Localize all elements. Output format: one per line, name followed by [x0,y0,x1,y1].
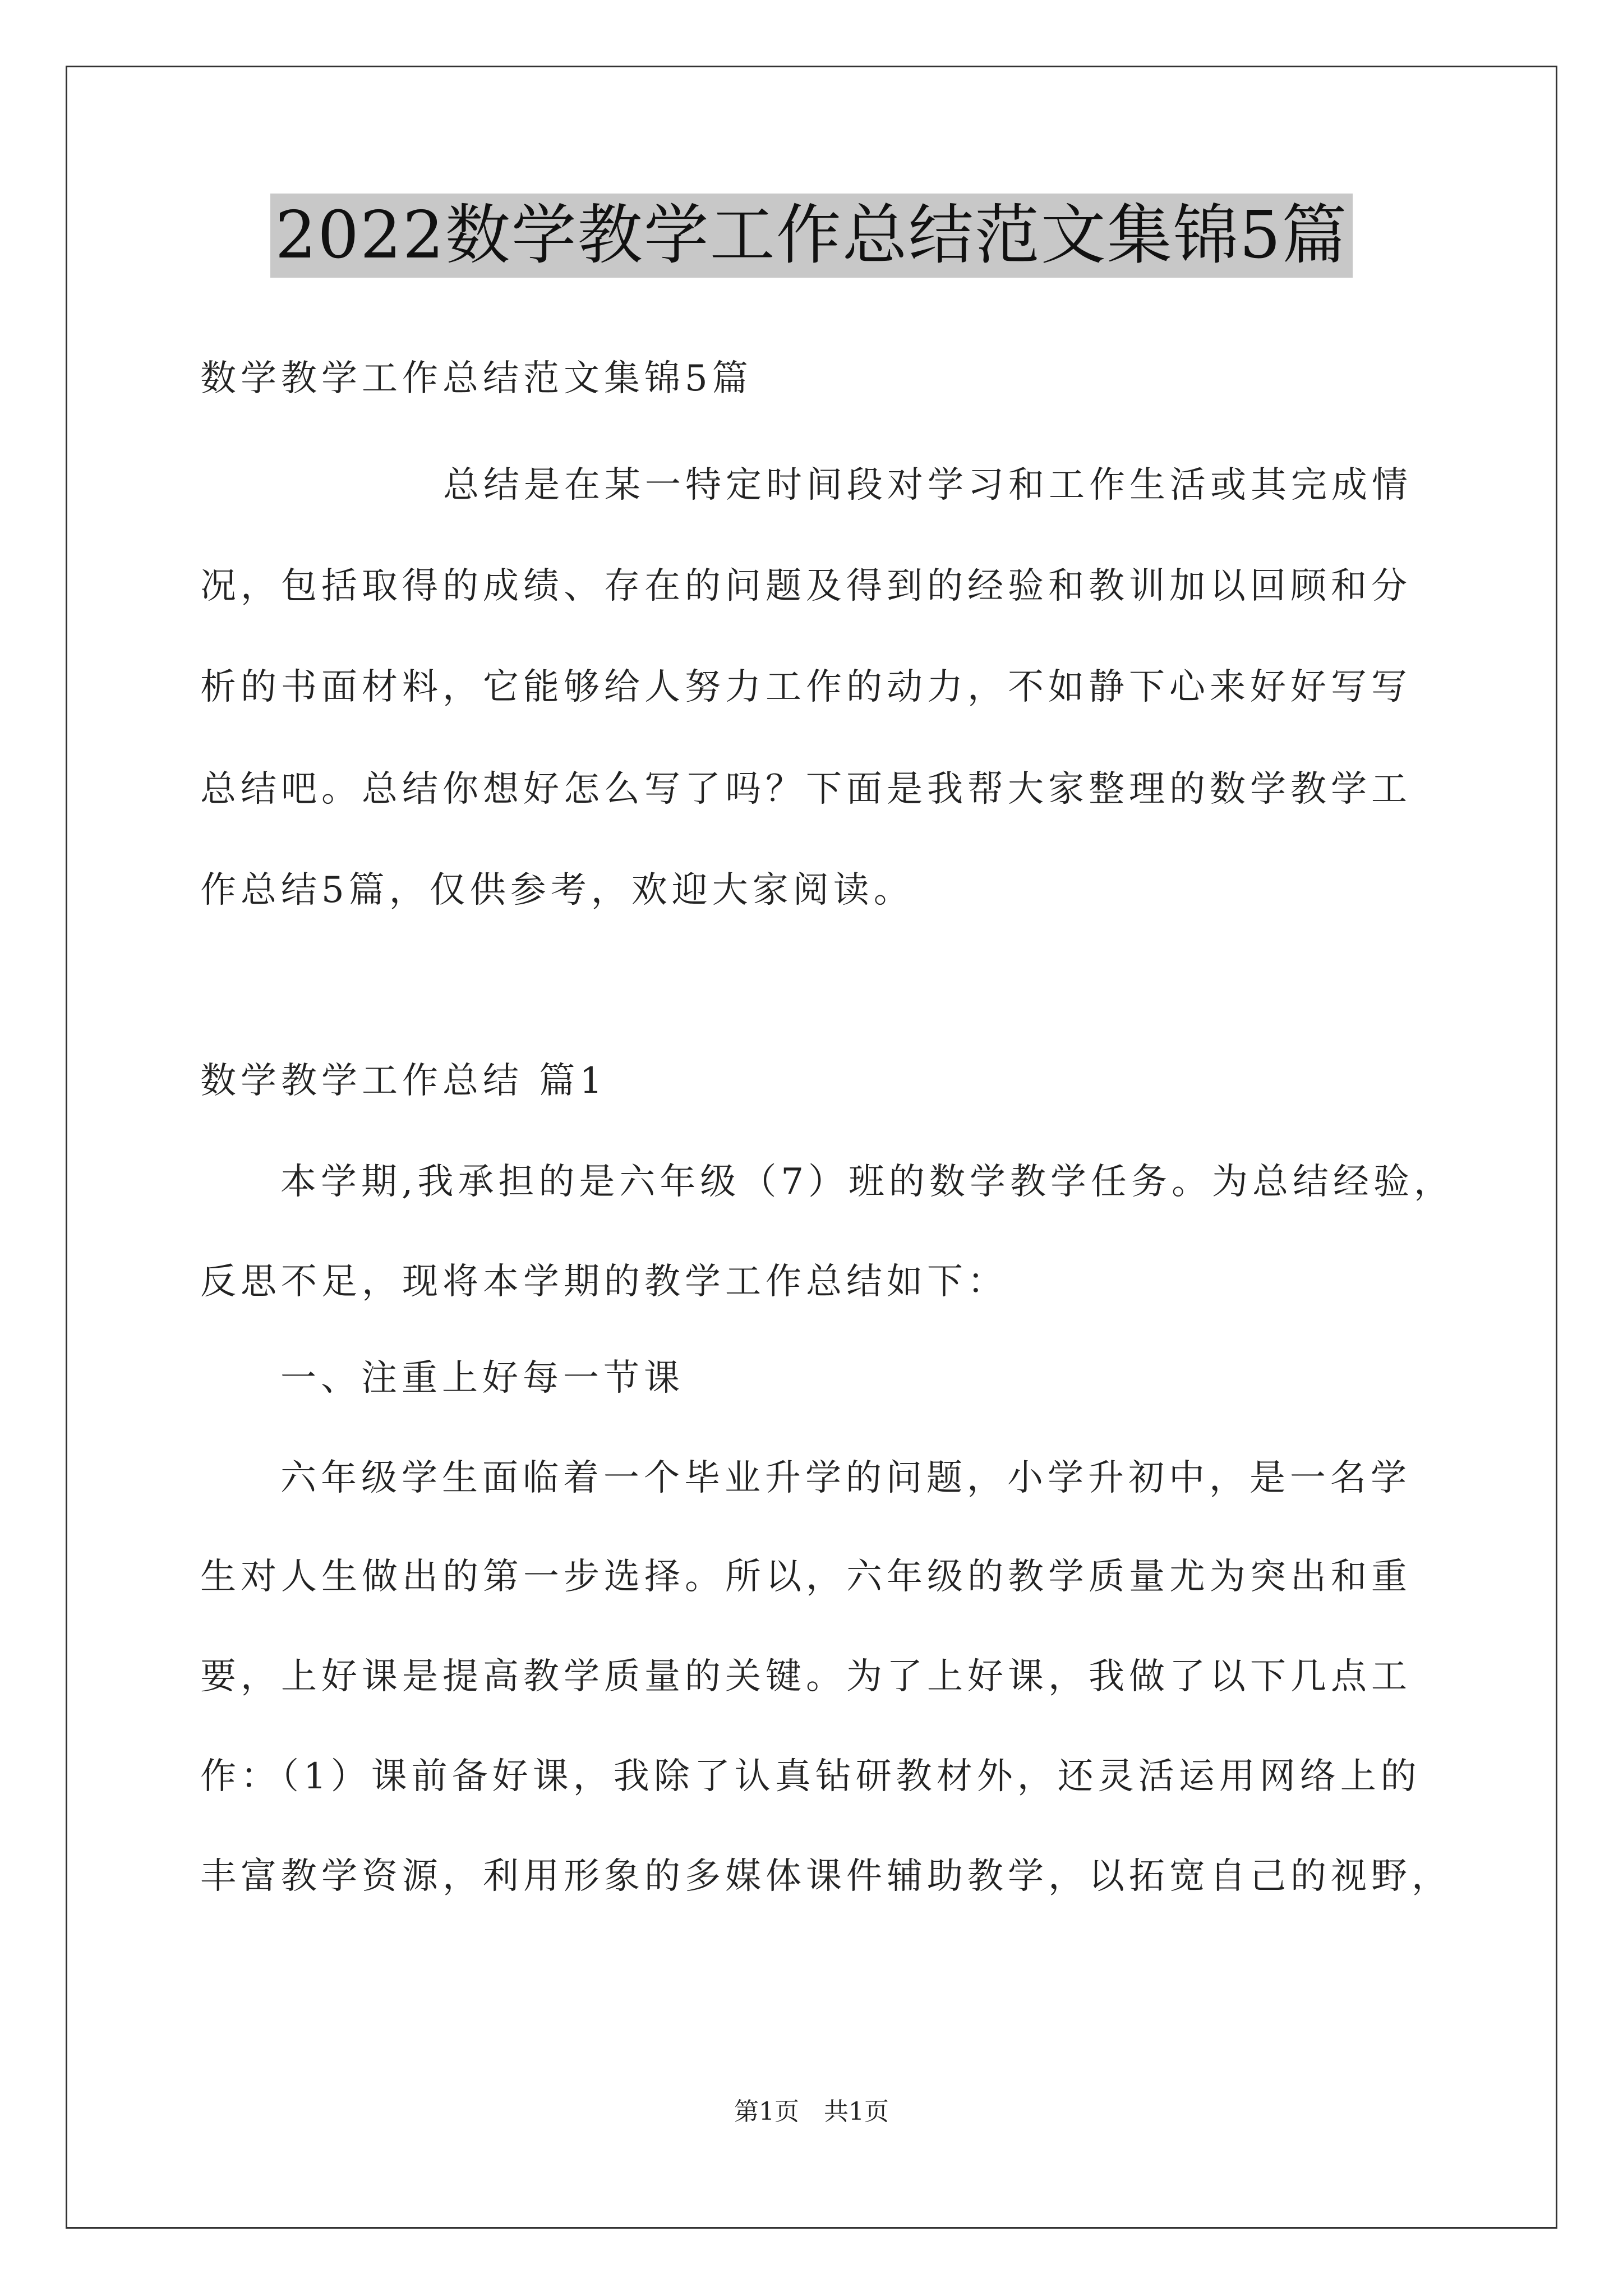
para1-line-2: 反思不足，现将本学期的教学工作总结如下： [200,1261,1008,1303]
intro-line-1: 总结是在某一特定时间段对学习和工作生活或其完成情 [443,464,1412,506]
intro-line-3: 析的书面材料，它能够给人努力工作的动力，不如静下心来好好写写 [200,666,1412,708]
subheading: 一、注重上好每一节课 [280,1358,684,1399]
intro-line-5: 作总结5篇，仅供参考，欢迎大家阅读。 [200,869,914,911]
title-container [0,194,1623,278]
para2-line-3: 要，上好课是提高教学质量的关键。为了上好课，我做了以下几点工 [200,1656,1412,1697]
para2-line-4: 作：（1）课前备好课，我除了认真钻研教材外，还灵活运用网络上的 [200,1756,1421,1797]
document-subtitle: 数学教学工作总结范文集锦5篇 [200,358,753,399]
para2-line-1: 六年级学生面临着一个毕业升学的问题，小学升初中，是一名学 [280,1457,1411,1499]
page-footer: 第1页 共1页 [734,2097,889,2126]
intro-line-4: 总结吧。总结你想好怎么写了吗？下面是我帮大家整理的数学教学工 [200,769,1412,810]
para1-line-1: 本学期,我承担的是六年级（7）班的数学教学任务。为总结经验， [280,1161,1455,1203]
document-title: 2022数学教学工作总结范文集锦5篇 [270,194,1352,278]
intro-line-2: 况，包括取得的成绩、存在的问题及得到的经验和教训加以回顾和分 [200,565,1412,607]
section-heading: 数学教学工作总结 篇1 [200,1060,607,1102]
para2-line-2: 生对人生做出的第一步选择。所以，六年级的教学质量尤为突出和重 [200,1556,1412,1598]
para2-line-5: 丰富教学资源，利用形象的多媒体课件辅助教学，以拓宽自己的视野， [200,1856,1452,1897]
